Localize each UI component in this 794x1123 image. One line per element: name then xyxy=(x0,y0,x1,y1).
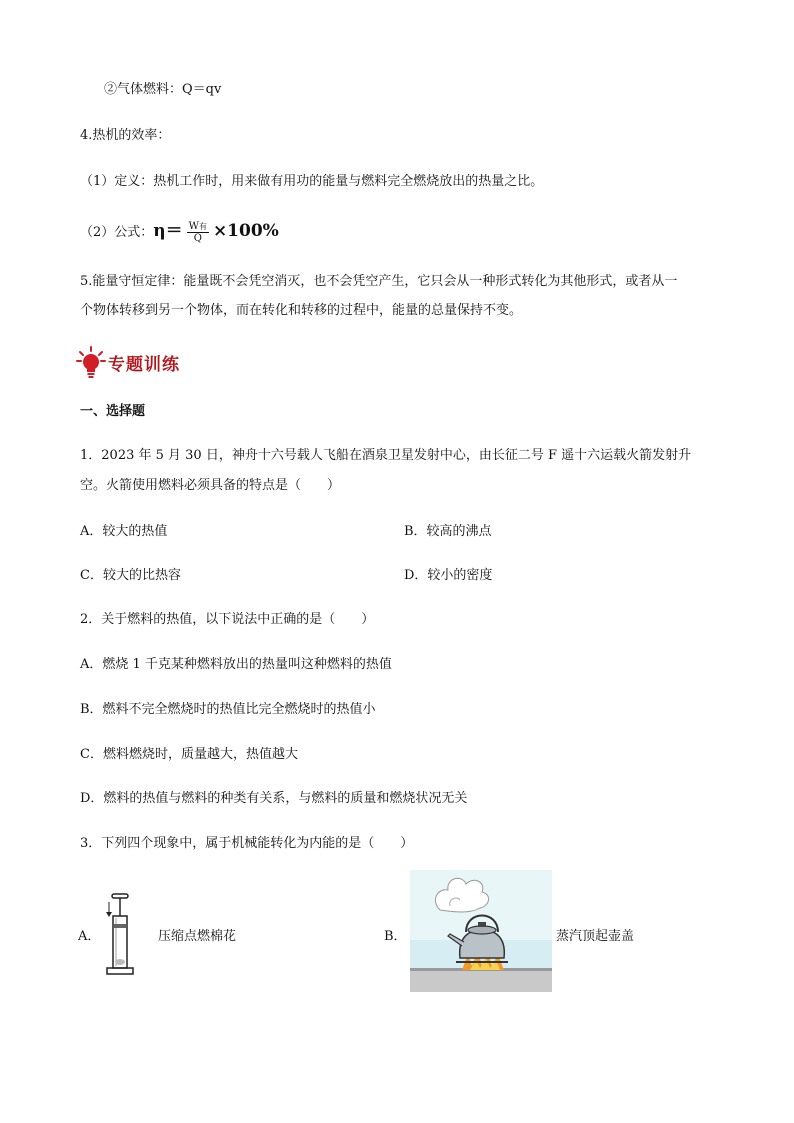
fraction-numerator: W有 xyxy=(188,221,207,232)
question-1-option-b[interactable]: B．较高的沸点 xyxy=(404,524,492,539)
formula-tail: ×100% xyxy=(212,221,279,241)
part-title: 一、选择题 xyxy=(80,404,146,419)
steaming-kettle-image xyxy=(410,870,552,992)
question-1-line-2: 空。火箭使用燃料必须具备的特点是（ ） xyxy=(80,478,341,493)
question-1-line-1: 1．2023 年 5 月 30 日，神舟十六号载人飞船在酒泉卫星发射中心，由长征二号 F 遥十六运载火箭发射升 xyxy=(80,448,692,463)
section-title: 专题训练 xyxy=(108,355,180,375)
energy-law-line-2: 个物体转移到另一个物体，而在转化和转移的过程中，能量的总量保持不变。 xyxy=(80,303,523,318)
energy-law-line-1: 5.能量守恒定律：能量既不会凭空消灭，也不会凭空产生，它只会从一种形式转化为其他形式，或者从一 xyxy=(80,274,678,289)
question-2-option-a[interactable]: A．燃烧 1 千克某种燃料放出的热量叫这种燃料的热值 xyxy=(80,657,392,672)
formula-fraction xyxy=(187,221,209,244)
fraction-denominator: Q xyxy=(193,233,202,244)
question-2-option-d[interactable]: D．燃料的热值与燃料的种类有关系，与燃料的质量和燃烧状况无关 xyxy=(80,791,468,806)
gas-fuel-formula: ②气体燃料：Q＝qv xyxy=(104,82,222,97)
question-3-stem: 3．下列四个现象中，属于机械能转化为内能的是（ ） xyxy=(80,836,414,851)
compression-igniter-image xyxy=(100,892,140,978)
question-3-option-a-letter[interactable]: A． xyxy=(78,929,101,944)
question-3-option-b-letter[interactable]: B． xyxy=(384,929,407,944)
question-2-stem: 2．关于燃料的热值，以下说法中正确的是（ ） xyxy=(80,612,375,627)
efficiency-definition: （1）定义：热机工作时，用来做有用功的能量与燃料完全燃烧放出的热量之比。 xyxy=(80,174,544,189)
formula-label: （2）公式： xyxy=(80,225,154,240)
efficiency-formula xyxy=(80,216,279,248)
formula-eta: η＝ xyxy=(153,221,183,241)
question-2-option-c[interactable]: C．燃料燃烧时，质量越大，热值越大 xyxy=(80,747,298,762)
question-3-option-a-caption[interactable]: 压缩点燃棉花 xyxy=(158,929,237,944)
question-3-option-b-caption[interactable]: 蒸汽顶起壶盖 xyxy=(556,929,635,944)
question-1-option-a[interactable]: A．较大的热值 xyxy=(80,524,168,539)
efficiency-heading: 4.热机的效率： xyxy=(80,128,171,143)
question-1-option-c[interactable]: C．较大的比热容 xyxy=(80,568,181,583)
question-1-option-d[interactable]: D．较小的密度 xyxy=(404,568,493,583)
lightbulb-icon xyxy=(76,346,106,378)
question-2-option-b[interactable]: B．燃料不完全燃烧时的热值比完全燃烧时的热值小 xyxy=(80,702,376,717)
